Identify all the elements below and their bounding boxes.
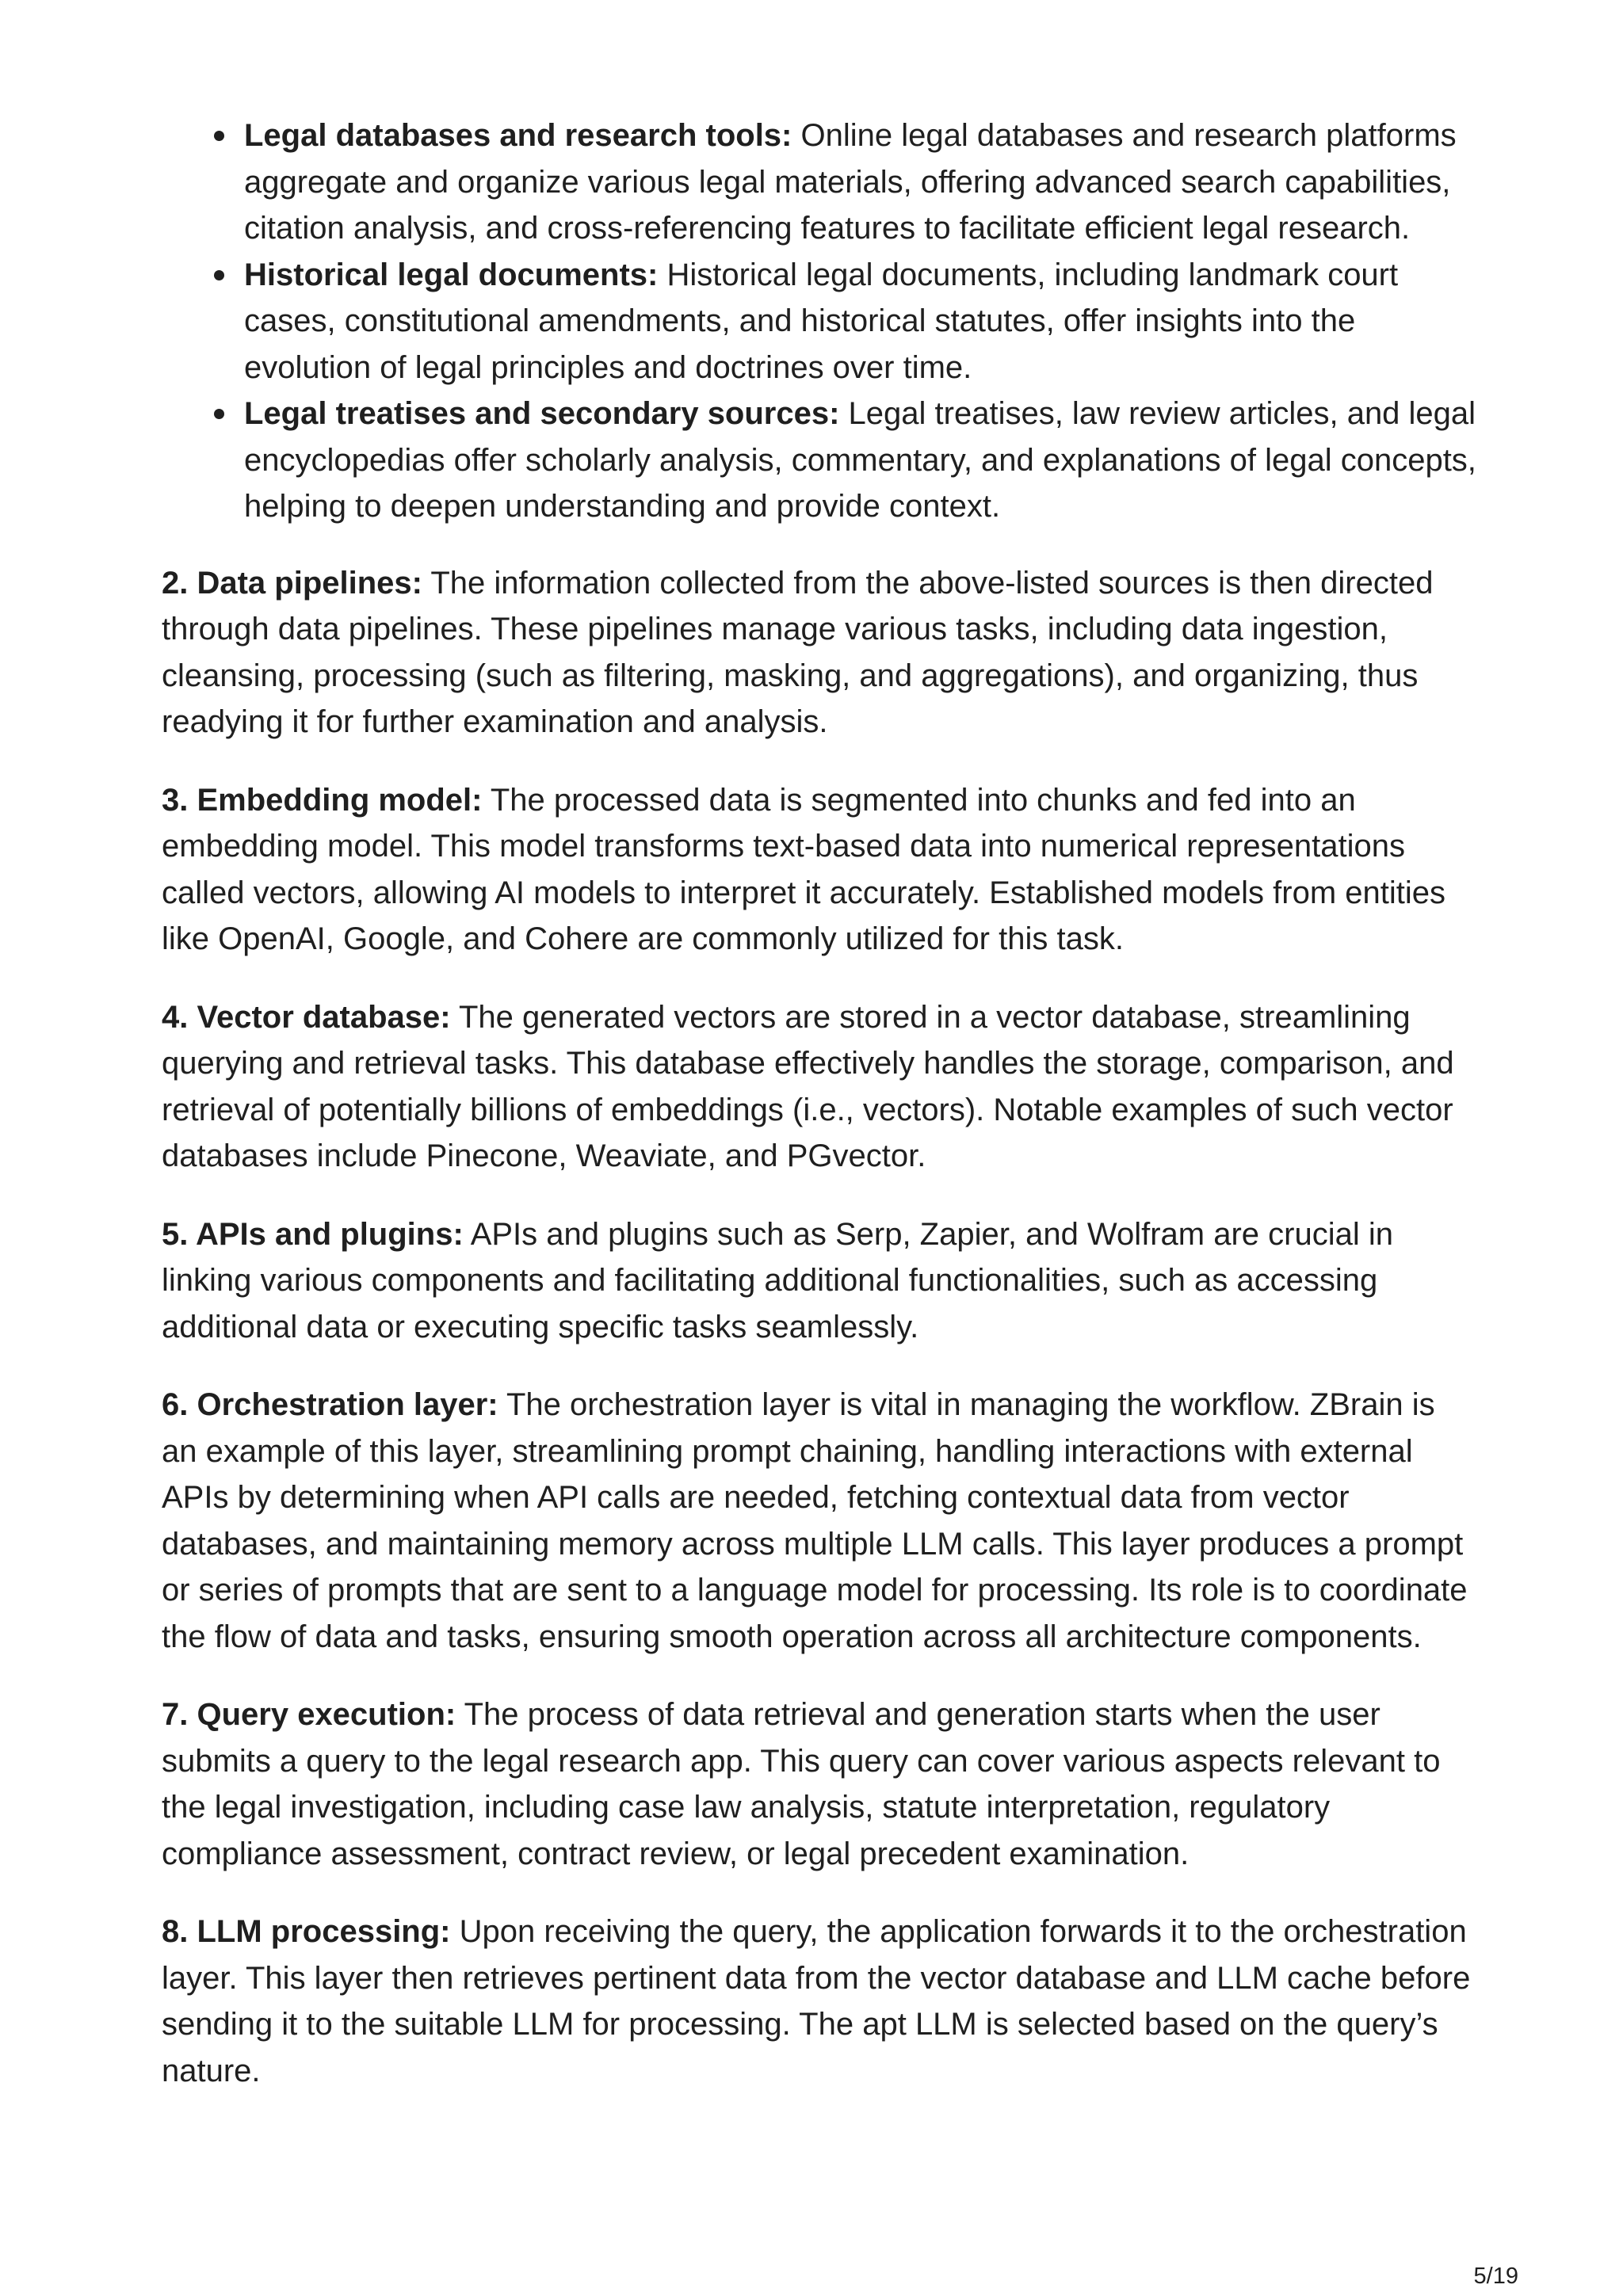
- section-heading: 2. Data pipelines:: [162, 565, 422, 601]
- list-item: [244, 252, 1477, 391]
- section-orchestration-layer: [162, 1382, 1477, 1660]
- bullet-text: Historical legal documents, including landmark court cases, constitutional amendments, and historical statutes, offer insights into the evolution of legal principles and doctrines over time.: [244, 257, 1399, 385]
- bullet-text: Legal treatises, law review articles, and legal encyclopedias offer scholarly analysis, commentary, and explanations of legal concepts, helping to deepen understanding and provide context.: [244, 396, 1476, 524]
- section-text: APIs and plugins such as Serp, Zapier, and Wolfram are crucial in linking various components and facilitating additional functionalities, such as accessing additional data or executing specific tasks seamlessly.: [162, 1216, 1393, 1344]
- page-number: 5/19: [1473, 2264, 1518, 2289]
- section-vector-database: [162, 994, 1477, 1180]
- section-text: The generated vectors are stored in a vector database, streamlining querying and retrieval tasks. This database effectively handles the storage, comparison, and retrieval of potentially billions of embeddings (i.e., vectors). Notable examples of such vector databases include Pinecone, Weaviate, and PGvector.: [162, 999, 1454, 1173]
- bullet-term: Legal databases and research tools:: [244, 118, 792, 153]
- document-page: [162, 113, 1477, 2126]
- section-heading: 7. Query execution:: [162, 1697, 456, 1732]
- bullet-term: Legal treatises and secondary sources:: [244, 396, 840, 431]
- section-apis-and-plugins: [162, 1211, 1477, 1351]
- list-item: [244, 391, 1477, 530]
- section-heading: 4. Vector database:: [162, 999, 451, 1035]
- section-text: Upon receiving the query, the application forwards it to the orchestration layer. This layer then retrieves pertinent data from the vector database and LLM cache before sending it to the suitable LLM for processing. The apt LLM is selected based on the query’s nature.: [162, 1914, 1471, 2088]
- section-text: The processed data is segmented into chunks and fed into an embedding model. This model transforms text-based data into numerical representations called vectors, allowing AI models to interpret it accurately. Established models from entities like OpenAI, Google, and Cohere are commonly utilized for this task.: [162, 782, 1445, 956]
- section-heading: 5. APIs and plugins:: [162, 1216, 464, 1252]
- section-text: The information collected from the above-listed sources is then directed through data pipelines. These pipelines manage various tasks, including data ingestion, cleansing, processing (such as filtering, masking, and aggregations), and organizing, thus readying it for further examination and analysis.: [162, 565, 1434, 739]
- section-text: The orchestration layer is vital in managing the workflow. ZBrain is an example of this layer, streamlining prompt chaining, handling interactions with external APIs by determining when API calls are needed, fetching contextual data from vector databases, and maintaining memory across multiple LLM calls. This layer produces a prompt or series of prompts that are sent to a language model for processing. Its role is to coordinate the flow of data and tasks, ensuring smooth operation across all architecture components.: [162, 1387, 1468, 1654]
- section-query-execution: [162, 1691, 1477, 1877]
- section-heading: 3. Embedding model:: [162, 782, 483, 818]
- section-heading: 6. Orchestration layer:: [162, 1387, 498, 1422]
- data-sources-list: [162, 113, 1477, 530]
- list-item: [244, 113, 1477, 252]
- bullet-term: Historical legal documents:: [244, 257, 659, 292]
- section-llm-processing: [162, 1909, 1477, 2094]
- section-text: The process of data retrieval and generation starts when the user submits a query to the legal research app. This query can cover various aspects relevant to the legal investigation, including case law analysis, statute interpretation, regulatory compliance assessment, contract review, or legal precedent examination.: [162, 1697, 1441, 1871]
- bullet-text: Online legal databases and research platforms aggregate and organize various legal materials, offering advanced search capabilities, citation analysis, and cross-referencing features to facilitate efficient legal research.: [244, 118, 1457, 246]
- section-heading: 8. LLM processing:: [162, 1914, 451, 1949]
- section-data-pipelines: [162, 560, 1477, 746]
- section-embedding-model: [162, 777, 1477, 963]
